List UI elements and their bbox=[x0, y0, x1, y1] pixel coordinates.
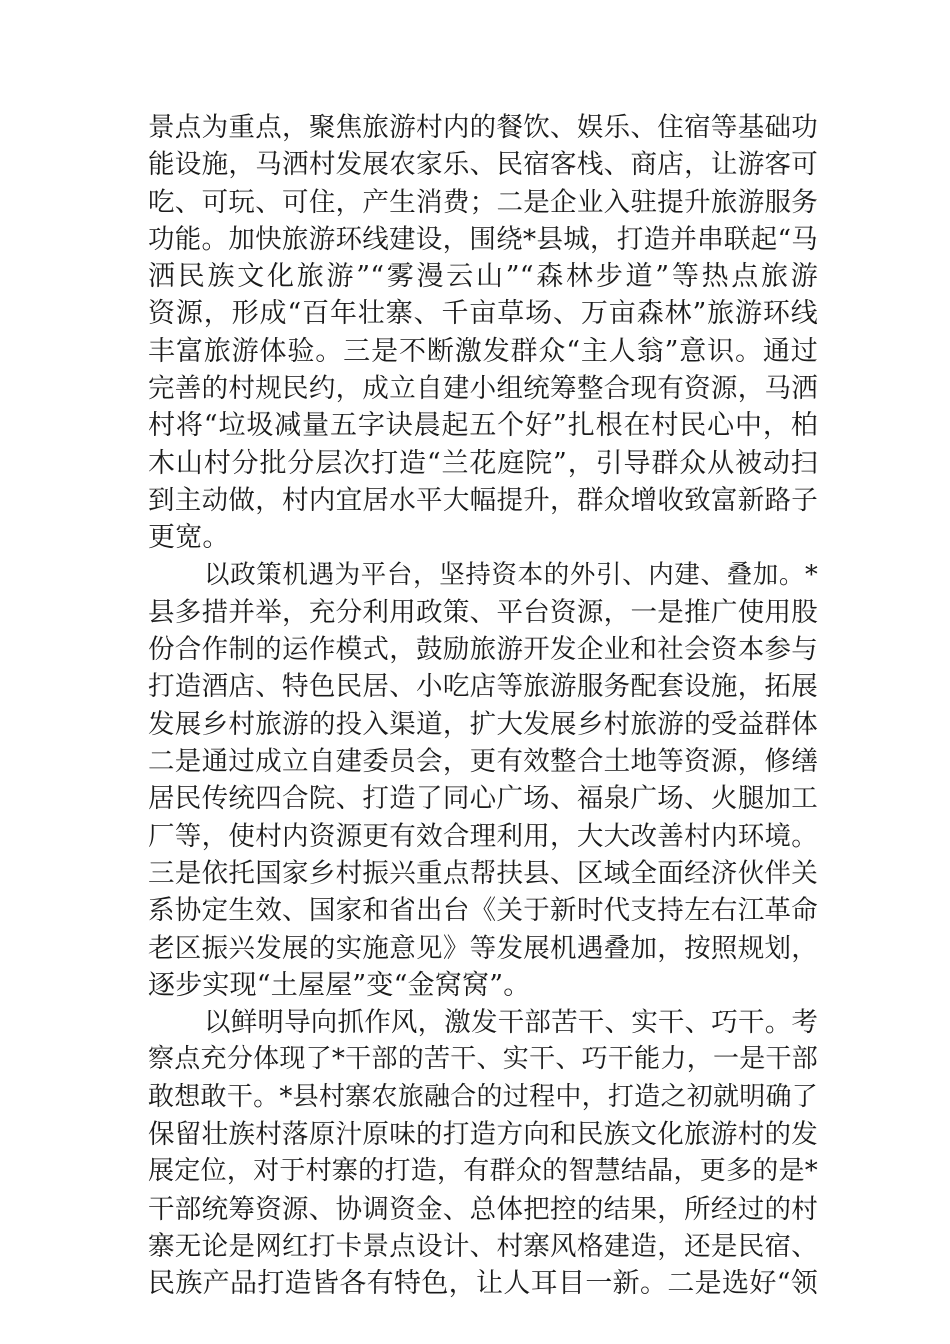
text-line: 逐步实现“土屋屋”变“金窝窝”。 bbox=[148, 969, 531, 1001]
text-line: 完善的村规民约，成立自建小组统筹整合现有资源，马洒 bbox=[148, 373, 818, 405]
text-line: 老区振兴发展的实施意见》等发展机遇叠加，按照规划， bbox=[148, 932, 818, 964]
text-line: 系协定生效、国家和省出台《关于新时代支持左右江革命 bbox=[148, 895, 818, 927]
text-line: 敢想敢干。*县村寨农旅融合的过程中，打造之初就明确了 bbox=[148, 1081, 818, 1112]
text-line: 察点充分体现了*干部的苦干、实干、巧干能力，一是干部 bbox=[148, 1044, 818, 1075]
text-line: 打造酒店、特色民居、小吃店等旅游服务配套设施，拓展 bbox=[148, 671, 818, 703]
text-line: 展定位，对于村寨的打造，有群众的智慧结晶，更多的是* bbox=[148, 1156, 818, 1187]
text-line: 能设施，马洒村发展农家乐、民宿客栈、商店，让游客可 bbox=[148, 149, 818, 181]
text-line: 吃、可玩、可住，产生消费；二是企业入驻提升旅游服务 bbox=[148, 186, 818, 218]
text-line: 居民传统四合院、打造了同心广场、福泉广场、火腿加工 bbox=[148, 783, 818, 815]
text-line: 丰富旅游体验。三是不断激发群众“主人翁”意识。通过 bbox=[148, 335, 818, 367]
text-line: 功能。加快旅游环线建设，围绕*县城，打造并串联起“马 bbox=[148, 223, 818, 255]
text-line: 资源，形成“百年壮寨、千亩草场、万亩森林”旅游环线 bbox=[148, 298, 818, 330]
text-line: 县多措并举，充分利用政策、平台资源，一是推广使用股 bbox=[148, 596, 818, 628]
text-line: 洒民族文化旅游”“雾漫云山”“森林步道”等热点旅游 bbox=[148, 261, 818, 293]
text-line: 份合作制的运作模式，鼓励旅游开发企业和社会资本参与 bbox=[148, 634, 818, 666]
text-line: 干部统筹资源、协调资金、总体把控的结果，所经过的村 bbox=[148, 1193, 818, 1225]
paragraph-first-line: 以政策机遇为平台，坚持资本的外引、内建、叠加。* bbox=[204, 559, 818, 590]
text-line: 景点为重点，聚焦旅游村内的餐饮、娱乐、住宿等基础功 bbox=[148, 112, 818, 143]
text-line: 三是依托国家乡村振兴重点帮扶县、区域全面经济伙伴关 bbox=[148, 857, 818, 889]
text-line: 寨无论是网红打卡景点设计、村寨风格建造，还是民宿、 bbox=[148, 1230, 818, 1262]
text-line: 到主动做，村内宜居水平大幅提升，群众增收致富新路子 bbox=[148, 484, 818, 516]
body-text bbox=[148, 109, 818, 1303]
text-line: 保留壮族村落原汁原味的打造方向和民族文化旅游村的发 bbox=[148, 1119, 818, 1151]
text-line: 民族产品打造皆各有特色，让人耳目一新。二是选好“领 bbox=[148, 1268, 818, 1300]
text-line: 二是通过成立自建委员会，更有效整合土地等资源，修缮 bbox=[148, 746, 818, 778]
paragraph-first-line: 以鲜明导向抓作风，激发干部苦干、实干、巧干。考 bbox=[204, 1007, 819, 1039]
text-line: 村将“垃圾减量五字诀晨起五个好”扎根在村民心中，柏 bbox=[148, 410, 818, 442]
text-line: 发展乡村旅游的投入渠道，扩大发展乡村旅游的受益群体 bbox=[148, 708, 818, 740]
text-line: 厂等，使村内资源更有效合理利用，大大改善村内环境。 bbox=[148, 820, 818, 852]
text-line: 更宽。 bbox=[148, 522, 230, 554]
text-line: 木山村分批分层次打造“兰花庭院”，引导群众从被动扫 bbox=[148, 447, 818, 479]
